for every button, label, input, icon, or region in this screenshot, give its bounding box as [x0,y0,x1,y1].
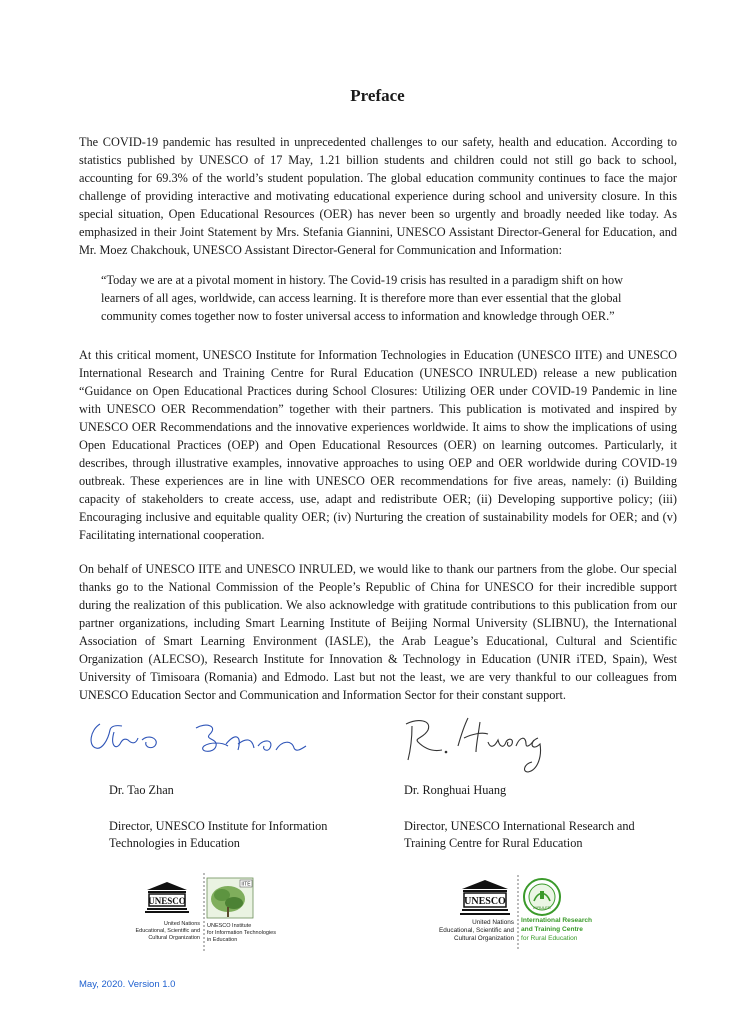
paragraph-publication: At this critical moment, UNESCO Institute for Information Technologies in Education (UNESCO IITE) and UNESCO International Research and Training Centre for Rural Education (UNESCO INRULED) release a new publication “Guidance on Open Educational Practices during School Closures: Utilizing OER under COVID-19 Pandemic in line with UNESCO OER Recommendation” together with their partners. This publication is motivated and inspired by UNESCO OER Recommendations and the innovative experiences worldwide. It aims to show the implications of using Open Educational Practices (OEP) and Open Educational Resources (OER) on learning outcomes. Particularly, it describes, through illustrative examples, innovative approaches to using OEP and OER worldwide during COVID-19 outbreak. These experiences are in line with UNESCO OER recommendations for five areas, namely: (i) Building capacity of stakeholders to create access, use, adapt and redistribute OER; (ii) Developing supportive policy; (iii) Encouraging inclusive and equitable quality OER; (iv) Nurturing the creation of sustainability models for OER; and (v) Facilitating international cooperation. [79,348,677,542]
inruled-tag: INRULED [533,905,551,910]
signatory-role-line2-ronghuai-huang: Training Centre for Rural Education [404,836,583,850]
unesco-temple-icon [145,881,189,915]
inruled-line-3: for Rural Education [521,935,578,942]
paragraph-acknowledgements: On behalf of UNESCO IITE and UNESCO INRULED, we would like to thank our partners from the globe. Our special thanks go to the National Commission of the People’s Republic of China for UNESCO for their incredible support during the realization of this publication. We also acknowledge with gratitude contributions to this publication from our partner organizations, including Smart Learning Institute of Beijing Normal University (SLIBNU), the International Association of Smart Learning Environment (IASLE), the Arab League’s Educational, Cultural and Scientific Organization (ALECSO), Research Institute for Innovation & Technology in Education (UNIR iTED, Spain), West University of Timisoara (Romania) and Edmodo. Last but not the least, we are very thankful to our colleagues from UNESCO Education Sector and Communication and Information Sector for their constant support. [79,562,677,702]
un-line-2: Educational, Scientific and [135,928,200,934]
unesco-word: UNESCO [464,896,506,907]
unesco-temple-icon [460,879,510,917]
iite-line-1: UNESCO Institute [207,923,252,929]
signatory-role-line1-ronghuai-huang: Director, UNESCO International Research and [404,819,635,833]
unesco-word: UNESCO [148,896,186,906]
iite-line-3: in Education [207,937,238,943]
signatory-name-ronghuai-huang: Dr. Ronghuai Huang [404,783,507,797]
inruled-line-1: International Research [521,917,593,924]
un-line-1: United Nations [163,921,200,927]
logo-divider [516,875,520,951]
logo-unesco-inruled [418,875,618,951]
page-title: Preface [350,86,405,105]
un-line-3: Cultural Organization [148,935,200,941]
signatory-role-line2-tao-zhan: Technologies in Education [109,836,240,850]
signature-ronghuai-huang [398,712,558,778]
quote-joint-statement: “Today we are at a pivotal moment in history. The Covid-19 crisis has resulted in a paradigm shift on how learners of all ages, worldwide, can access learning. It is therefore more than ever essential that the global community comes together now to foster universal access to information and knowledge through OER.” [101,273,623,323]
iite-tag: IITE [241,881,251,888]
signatory-name-tao-zhan: Dr. Tao Zhan [109,783,174,797]
paragraph-intro: The COVID-19 pandemic has resulted in unprecedented challenges to our safety, health and education. According to statistics published by UNESCO of 17 May, 1.21 billion students and children could not still go back to school, accounting for 69.3% of the world’s student population. The global education community continues to face the major challenge of providing interactive and motivating educational experience during school and university closure. In this special situation, Open Educational Resources (OER) has never been so urgently and broadly needed like today. As emphasized in their Joint Statement by Mrs. Stefania Giannini, UNESCO Assistant Director-General for Education, and Mr. Moez Chakchouk, UNESCO Assistant Director-General for Communication and Information: [79,135,677,257]
inruled-line-2: and Training Centre [521,926,583,933]
signature-tao-zhan [86,716,316,762]
iite-tree-icon [206,877,256,921]
inruled-emblem-icon [522,877,562,917]
logo-unesco-iite [118,873,288,953]
un-line-2: Educational, Scientific and [439,927,514,934]
iite-line-2: for Information Technologies [207,930,276,936]
signatory-role-line1-tao-zhan: Director, UNESCO Institute for Information [109,819,328,833]
un-line-1: United Nations [472,919,514,926]
un-line-3: Cultural Organization [453,935,514,942]
footer-version: May, 2020. Version 1.0 [79,979,176,990]
